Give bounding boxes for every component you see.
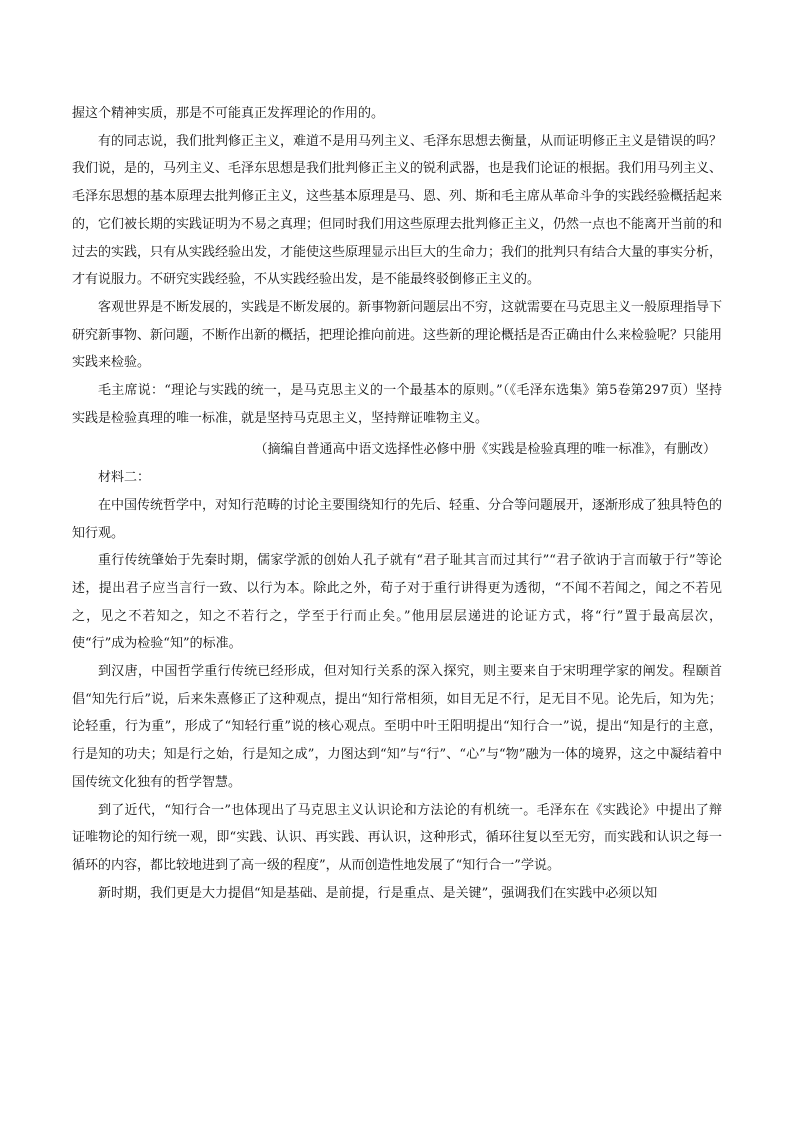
material-2-label: 材料二：	[98, 470, 151, 486]
paragraph-3: 客观世界是不断发展的，实践是不断发展的。新事物新问题层出不穷，这就需要在马克思主义一般原理指导下研究新事物、新问题，不断作出新的概括，把理论推向前进。这些新的理论概括是否正确由什么来检验呢？只能用实践来检验。	[72, 299, 723, 371]
document-body	[72, 100, 722, 907]
source-note: （摘编自普通高中语文选择性必修中册《实践是检验真理的唯一标准》，有删改）	[254, 442, 716, 458]
paragraph-6: 重行传统肇始于先秦时期，儒家学派的创始人孔子就有“君子耻其言而过其行”“君子欲讷于言而敏于行”等论述，提出君子应当言行一致、以行为本。除此之外，荀子对于重行讲得更为透彻，“不闻不若闻之，闻之不若见之，见之不若知之，知之不若行之，学至于行而止矣。”他用层层递进的论证方式，将“行”置于最高层次，使“行”成为检验“知”的标准。	[72, 553, 722, 652]
paragraph-8: 到了近代，“知行合一”也体现出了马克思主义认识论和方法论的有机统一。毛泽东在《实践论》中提出了辩证唯物论的知行统一观，即“实践、认识、再实践、再认识，这种形式，循环往复以至无穷，而实践和认识之每一循环的内容，都比较地进到了高一级的程度”，从而创造性地发展了“知行合一”学说。	[72, 802, 722, 873]
paragraph-7: 到汉唐，中国哲学重行传统已经形成，但对知行关系的深入探究，则主要来自于宋明理学家的阐发。程颐首倡“知先行后”说，后来朱熹修正了这种观点，提出“知行常相须，如目无足不行，足无目不见。论先后，知为先；论轻重，行为重”，形成了“知轻行重”说的核心观点。至明中叶王阳明提出“知行合一”说，提出“知是行的主意，行是知的功夫；知是行之始，行是知之成”，力图达到“知”与“行”、“心”与“物”融为一体的境界，这之中凝结着中国传统文化独有的哲学智慧。	[72, 664, 722, 790]
paragraph-5: 在中国传统哲学中，对知行范畴的讨论主要围绕知行的先后、轻重、分合等问题展开，逐渐形成了独具特色的知行观。	[72, 497, 723, 541]
paragraph-9: 新时期，我们更是大力提倡“知是基础、是前提，行是重点、是关键”，强调我们在实践中必须以知	[98, 885, 658, 901]
paragraph-2: 有的同志说，我们批判修正主义，难道不是用马列主义、毛泽东思想去衡量，从而证明修正主义是错误的吗？我们说，是的，马列主义、毛泽东思想是我们批判修正主义的锐利武器，也是我们论证的根据。我们用马列主义、毛泽东思想的基本原理去批判修正主义，这些基本原理是马、恩、列、斯和毛主席从革命斗争的实践经验概括起来的，它们被长期的实践证明为不易之真理；但同时我们用这些原理去批判修正主义，仍然一点也不能离开当前的和过去的实践，只有从实践经验出发，才能使这些原理显示出巨大的生命力；我们的批判只有结合大量的事实分析，才有说服力。不研究实践经验，不从实践经验出发，是不能最终驳倒修正主义的。	[72, 133, 723, 288]
paragraph-4: 毛主席说：“理论与实践的统一，是马克思主义的一个最基本的原则。”（《毛泽东选集》第5卷第297页）坚持实践是检验真理的唯一标准，就是坚持马克思主义，坚持辩证唯物主义。	[72, 383, 722, 426]
paragraph-1: 握这个精神实质，那是不可能真正发挥理论的作用的。	[72, 106, 385, 121]
